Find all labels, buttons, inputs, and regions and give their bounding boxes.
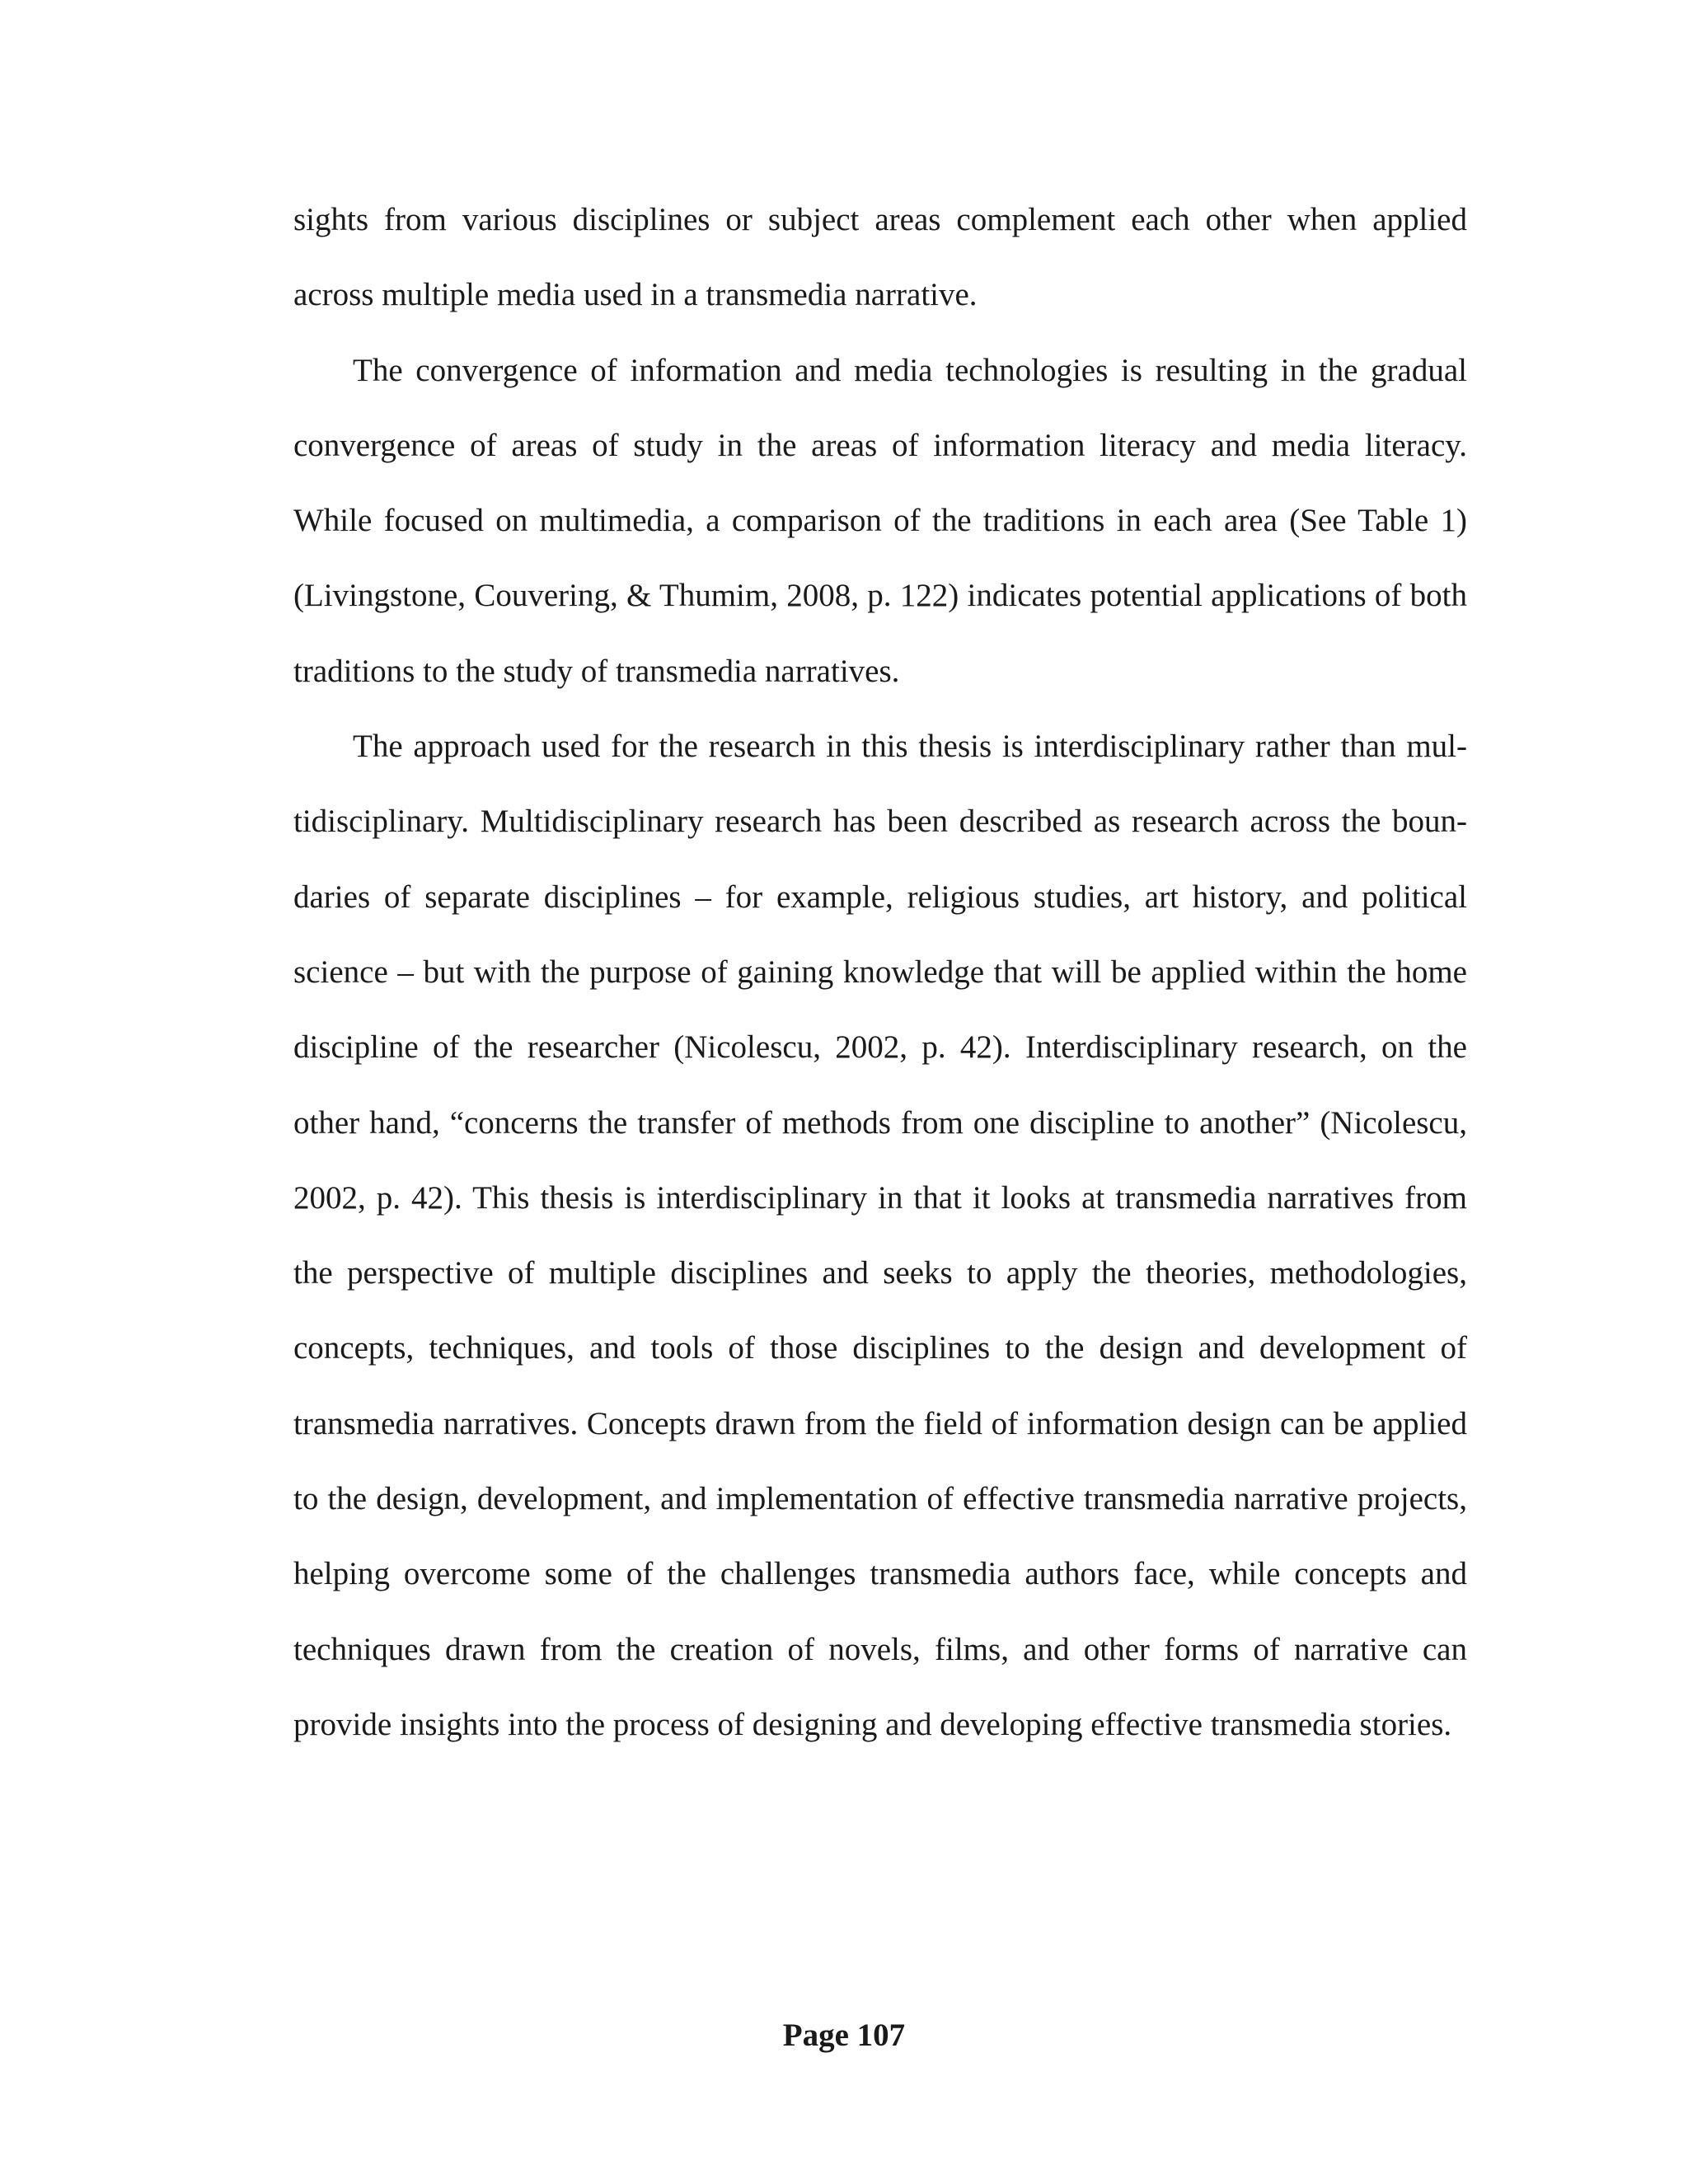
paragraph-3: The approach used for the research in this thesis is interdisciplinary rather than multidisciplinary. Multidisciplinary research has been described as research across the boundaries of separate disciplines – for example, religious studies, art history, and political science – but with the purpose of gaining knowledge that will be applied within the home discipline of the researcher (Nicolescu, 2002, p. 42). Interdisciplinary research, on the other hand, “concerns the transfer of methods from one discipline to another” (Nicolescu, 2002, p. 42). This thesis is interdisciplinary in that it looks at transmedia narratives from the perspective of multiple disciplines and seeks to apply the theories, methodologies, concepts, techniques, and tools of those disciplines to the design and development of transmedia narratives. Concepts drawn from the field of information design can be applied to the design, development, and implementation of effective transmedia narrative projects, helping overcome some of the challenges transmedia authors face, while concepts and techniques drawn from the creation of novels, films, and other forms of narrative can provide insights into the process of designing and developing effective transmedia stories. [293,729,1467,1742]
body-text [293,182,1467,1762]
paragraph-1: sights from various disciplines or subject areas complement each other when applied across multiple media used in a transmedia narrative. [293,202,1467,313]
page-number: Page 107 [782,2018,906,2053]
paragraph-2: The convergence of information and media technologies is resulting in the gradual convergence of areas of study in the areas of information literacy and media literacy. While focused on multimedia, a comparison of the traditions in each area (See Table 1) (Livingstone, Couvering, & Thumim, 2008, p. 122) indicates potential applications of both traditions to the study of transmedia narratives. [293,352,1467,689]
